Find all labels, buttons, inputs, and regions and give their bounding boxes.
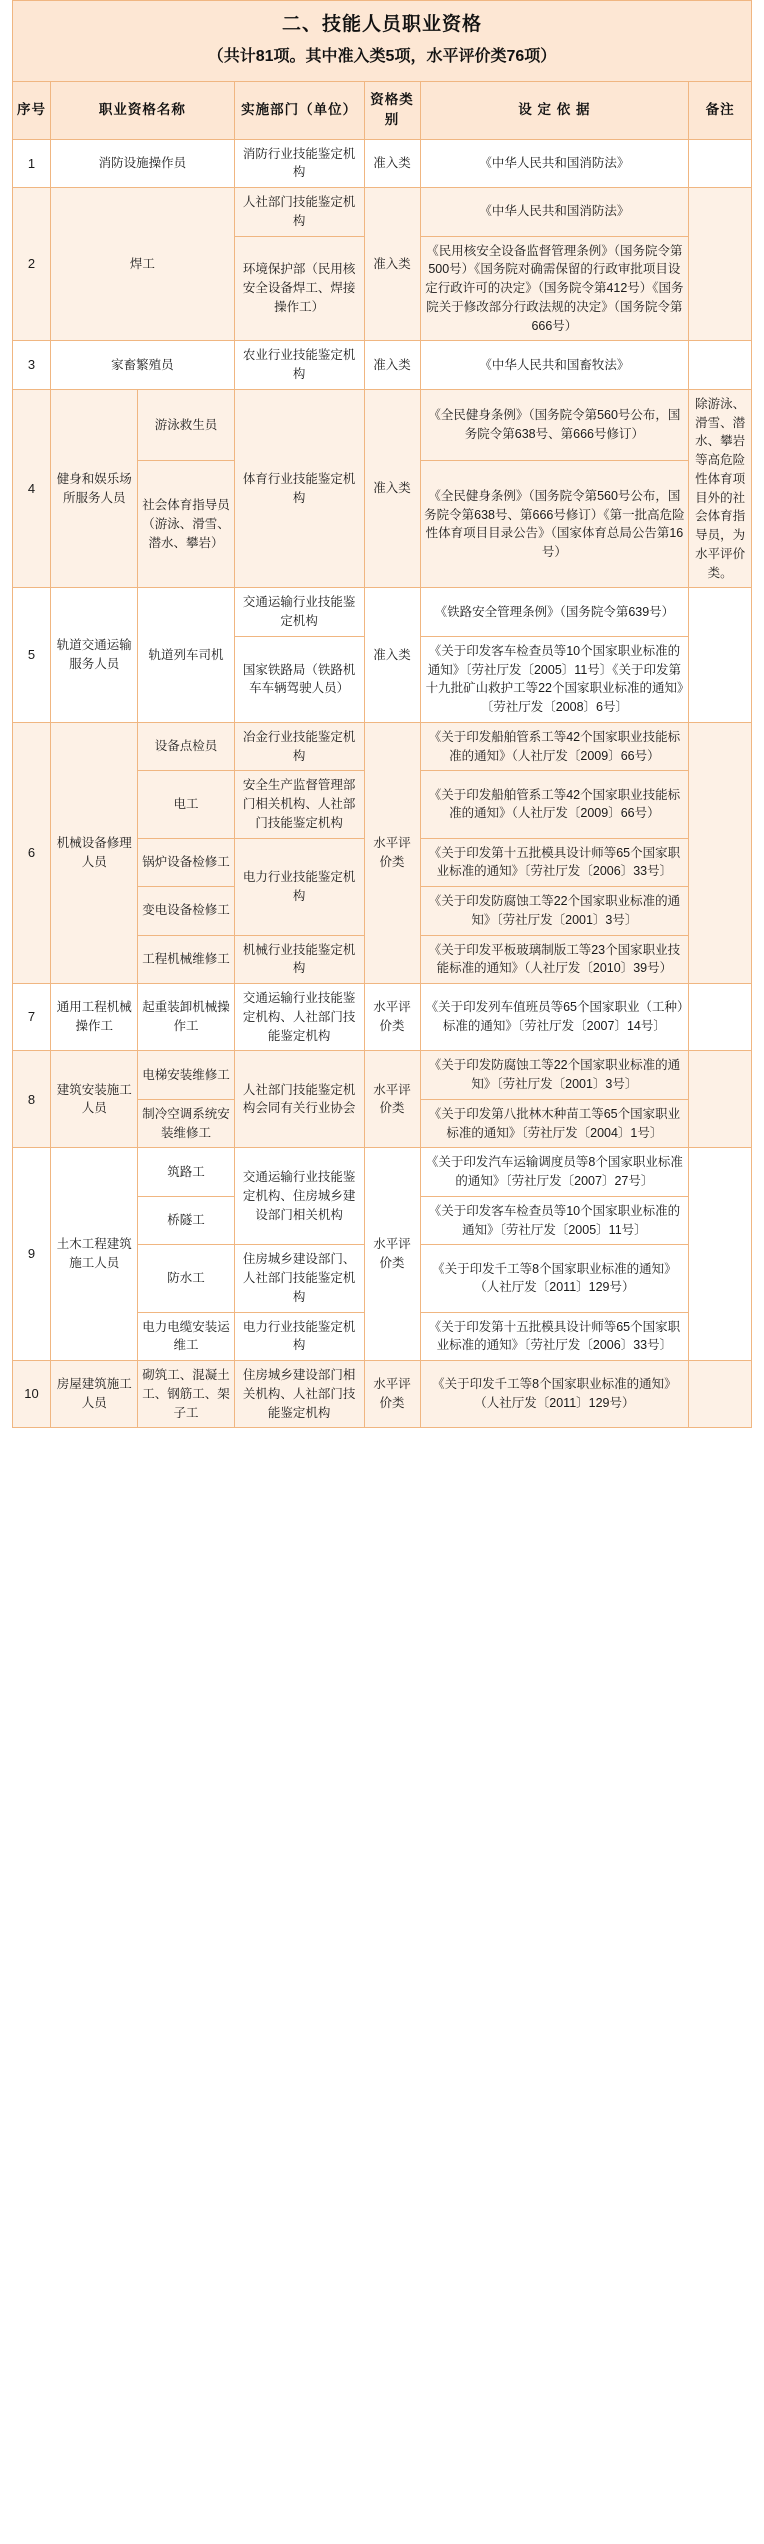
table-row [13, 984, 752, 1051]
cell-name-group: 房屋建筑施工人员 [51, 1361, 138, 1428]
cell-remark [689, 1361, 752, 1428]
cell-seq: 8 [13, 1051, 51, 1148]
cell-basis: 《关于印发千工等8个国家职业标准的通知》（人社厅发〔2011〕129号） [420, 1245, 689, 1312]
cell-remark [689, 139, 752, 188]
cell-subname: 桥隧工 [138, 1196, 234, 1245]
cell-basis: 《关于印发平板玻璃制版工等23个国家职业技能标准的通知》（人社厅发〔2010〕39号） [420, 935, 689, 984]
cell-name-group: 土木工程建筑施工人员 [51, 1148, 138, 1361]
cell-name-group: 建筑安装施工人员 [51, 1051, 138, 1148]
cell-category: 准入类 [364, 389, 420, 588]
cell-dept: 体育行业技能鉴定机构 [234, 389, 364, 588]
cell-basis: 《全民健身条例》（国务院令第560号公布，国务院令第638号、第666号修订）《第一批高危险性体育项目目录公告》（国家体育总局公告第16号） [420, 461, 689, 588]
table-row [13, 139, 752, 188]
table-row [13, 722, 752, 771]
page-subtitle: （共计81项。其中准入类5项，水平评价类76项） [207, 47, 557, 65]
cell-basis: 《关于印发船舶管系工等42个国家职业技能标准的通知》（人社厅发〔2009〕66号） [420, 722, 689, 771]
col-name: 职业资格名称 [51, 82, 235, 140]
table-row [13, 1361, 752, 1428]
cell-basis: 《关于印发第八批林木种苗工等65个国家职业标准的通知》〔劳社厅发〔2004〕1号〕 [420, 1099, 689, 1148]
cell-basis: 《关于印发汽车运输调度员等8个国家职业标准的通知》〔劳社厅发〔2007〕27号〕 [420, 1148, 689, 1197]
cell-dept: 电力行业技能鉴定机构 [234, 838, 364, 935]
cell-subname: 工程机械维修工 [138, 935, 234, 984]
cell-category: 水平评价类 [364, 722, 420, 983]
cell-category: 水平评价类 [364, 1148, 420, 1361]
cell-dept: 交通运输行业技能鉴定机构 [234, 588, 364, 637]
cell-subname: 锅炉设备检修工 [138, 838, 234, 887]
cell-subname: 电梯安装维修工 [138, 1051, 234, 1100]
cell-dept: 住房城乡建设部门、人社部门技能鉴定机构 [234, 1245, 364, 1312]
table-row [13, 389, 752, 461]
cell-remark [689, 1051, 752, 1148]
cell-name: 焊工 [51, 188, 235, 341]
cell-subname: 防水工 [138, 1245, 234, 1312]
cell-basis: 《关于印发第十五批模具设计师等65个国家职业标准的通知》〔劳社厅发〔2006〕33号〕 [420, 838, 689, 887]
cell-basis: 《关于印发第十五批模具设计师等65个国家职业标准的通知》〔劳社厅发〔2006〕33号〕 [420, 1312, 689, 1361]
cell-dept: 人社部门技能鉴定机构 [234, 188, 364, 237]
cell-dept: 机械行业技能鉴定机构 [234, 935, 364, 984]
cell-subname: 游泳救生员 [138, 389, 234, 461]
cell-category: 水平评价类 [364, 1051, 420, 1148]
cell-subname: 电力电缆安装运维工 [138, 1312, 234, 1361]
cell-basis: 《中华人民共和国消防法》 [420, 188, 689, 237]
cell-name-group: 轨道交通运输服务人员 [51, 588, 138, 723]
cell-seq: 6 [13, 722, 51, 983]
cell-subname: 制冷空调系统安装维修工 [138, 1099, 234, 1148]
cell-category: 准入类 [364, 188, 420, 341]
cell-name-group: 健身和娱乐场所服务人员 [51, 389, 138, 588]
cell-remark [689, 1148, 752, 1361]
cell-subname: 电工 [138, 771, 234, 838]
cell-name: 家畜繁殖员 [51, 341, 235, 390]
cell-category: 准入类 [364, 341, 420, 390]
cell-seq: 7 [13, 984, 51, 1051]
cell-subname: 设备点检员 [138, 722, 234, 771]
table-row [13, 1148, 752, 1197]
cell-remark [689, 188, 752, 341]
table-row [13, 1051, 752, 1100]
cell-seq: 9 [13, 1148, 51, 1361]
cell-category: 准入类 [364, 139, 420, 188]
cell-seq: 4 [13, 389, 51, 588]
cell-subname: 砌筑工、混凝土工、钢筋工、架子工 [138, 1361, 234, 1428]
cell-remark: 除游泳、滑雪、潜水、攀岩等高危险性体育项目外的社会体育指导员，为水平评价类。 [689, 389, 752, 588]
page-title: 二、技能人员职业资格 [281, 14, 482, 35]
cell-category: 准入类 [364, 588, 420, 723]
cell-category: 水平评价类 [364, 984, 420, 1051]
cell-dept: 农业行业技能鉴定机构 [234, 341, 364, 390]
col-seq: 序号 [13, 82, 51, 140]
cell-dept: 交通运输行业技能鉴定机构、人社部门技能鉴定机构 [234, 984, 364, 1051]
cell-dept: 消防行业技能鉴定机构 [234, 139, 364, 188]
document-title-block [12, 0, 752, 81]
cell-dept: 住房城乡建设部门相关机构、人社部门技能鉴定机构 [234, 1361, 364, 1428]
cell-seq: 2 [13, 188, 51, 341]
cell-seq: 3 [13, 341, 51, 390]
cell-subname: 筑路工 [138, 1148, 234, 1197]
cell-remark [689, 341, 752, 390]
cell-basis: 《关于印发防腐蚀工等22个国家职业标准的通知》〔劳社厅发〔2001〕3号〕 [420, 887, 689, 936]
cell-dept: 国家铁路局（铁路机车车辆驾驶人员） [234, 636, 364, 722]
table-row [13, 188, 752, 237]
cell-basis: 《关于印发客车检查员等10个国家职业标准的通知》〔劳社厅发〔2005〕11号〕《关于印发第十九批矿山救护工等22个国家职业标准的通知》〔劳社厅发〔2008〕6号〕 [420, 636, 689, 722]
cell-basis: 《关于印发船舶管系工等42个国家职业技能标准的通知》（人社厅发〔2009〕66号） [420, 771, 689, 838]
cell-dept: 安全生产监督管理部门相关机构、人社部门技能鉴定机构 [234, 771, 364, 838]
cell-dept: 人社部门技能鉴定机构会同有关行业协会 [234, 1051, 364, 1148]
cell-dept: 电力行业技能鉴定机构 [234, 1312, 364, 1361]
table-row [13, 588, 752, 637]
cell-basis: 《铁路安全管理条例》（国务院令第639号） [420, 588, 689, 637]
cell-basis: 《全民健身条例》（国务院令第560号公布，国务院令第638号、第666号修订） [420, 389, 689, 461]
cell-basis: 《关于印发列车值班员等65个国家职业（工种）标准的通知》〔劳社厅发〔2007〕14号〕 [420, 984, 689, 1051]
cell-seq: 1 [13, 139, 51, 188]
cell-basis: 《中华人民共和国畜牧法》 [420, 341, 689, 390]
cell-remark [689, 722, 752, 983]
cell-dept: 环境保护部（民用核安全设备焊工、焊接操作工） [234, 236, 364, 341]
col-category: 资格类别 [364, 82, 420, 140]
col-basis: 设 定 依 据 [420, 82, 689, 140]
cell-dept: 冶金行业技能鉴定机构 [234, 722, 364, 771]
cell-basis: 《中华人民共和国消防法》 [420, 139, 689, 188]
cell-category: 水平评价类 [364, 1361, 420, 1428]
cell-name-group: 通用工程机械操作工 [51, 984, 138, 1051]
cell-basis: 《关于印发防腐蚀工等22个国家职业标准的通知》〔劳社厅发〔2001〕3号〕 [420, 1051, 689, 1100]
cell-subname: 轨道列车司机 [138, 588, 234, 723]
cell-basis: 《关于印发客车检查员等10个国家职业标准的通知》〔劳社厅发〔2005〕11号〕 [420, 1196, 689, 1245]
cell-subname: 起重装卸机械操作工 [138, 984, 234, 1051]
cell-remark [689, 984, 752, 1051]
col-dept: 实施部门（单位） [234, 82, 364, 140]
cell-subname: 变电设备检修工 [138, 887, 234, 936]
cell-basis: 《关于印发千工等8个国家职业标准的通知》（人社厅发〔2011〕129号） [420, 1361, 689, 1428]
qualification-table [12, 81, 752, 1428]
cell-seq: 10 [13, 1361, 51, 1428]
table-row [13, 341, 752, 390]
cell-dept: 交通运输行业技能鉴定机构、住房城乡建设部门相关机构 [234, 1148, 364, 1245]
cell-basis: 《民用核安全设备监督管理条例》（国务院令第500号）《国务院对确需保留的行政审批项目设定行政许可的决定》（国务院令第412号）《国务院关于修改部分行政法规的决定》（国务院令第666号） [420, 236, 689, 341]
cell-remark [689, 588, 752, 723]
cell-name-group: 机械设备修理人员 [51, 722, 138, 983]
col-remark: 备注 [689, 82, 752, 140]
cell-seq: 5 [13, 588, 51, 723]
cell-subname: 社会体育指导员（游泳、滑雪、潜水、攀岩） [138, 461, 234, 588]
table-header-row [13, 82, 752, 140]
cell-name: 消防设施操作员 [51, 139, 235, 188]
